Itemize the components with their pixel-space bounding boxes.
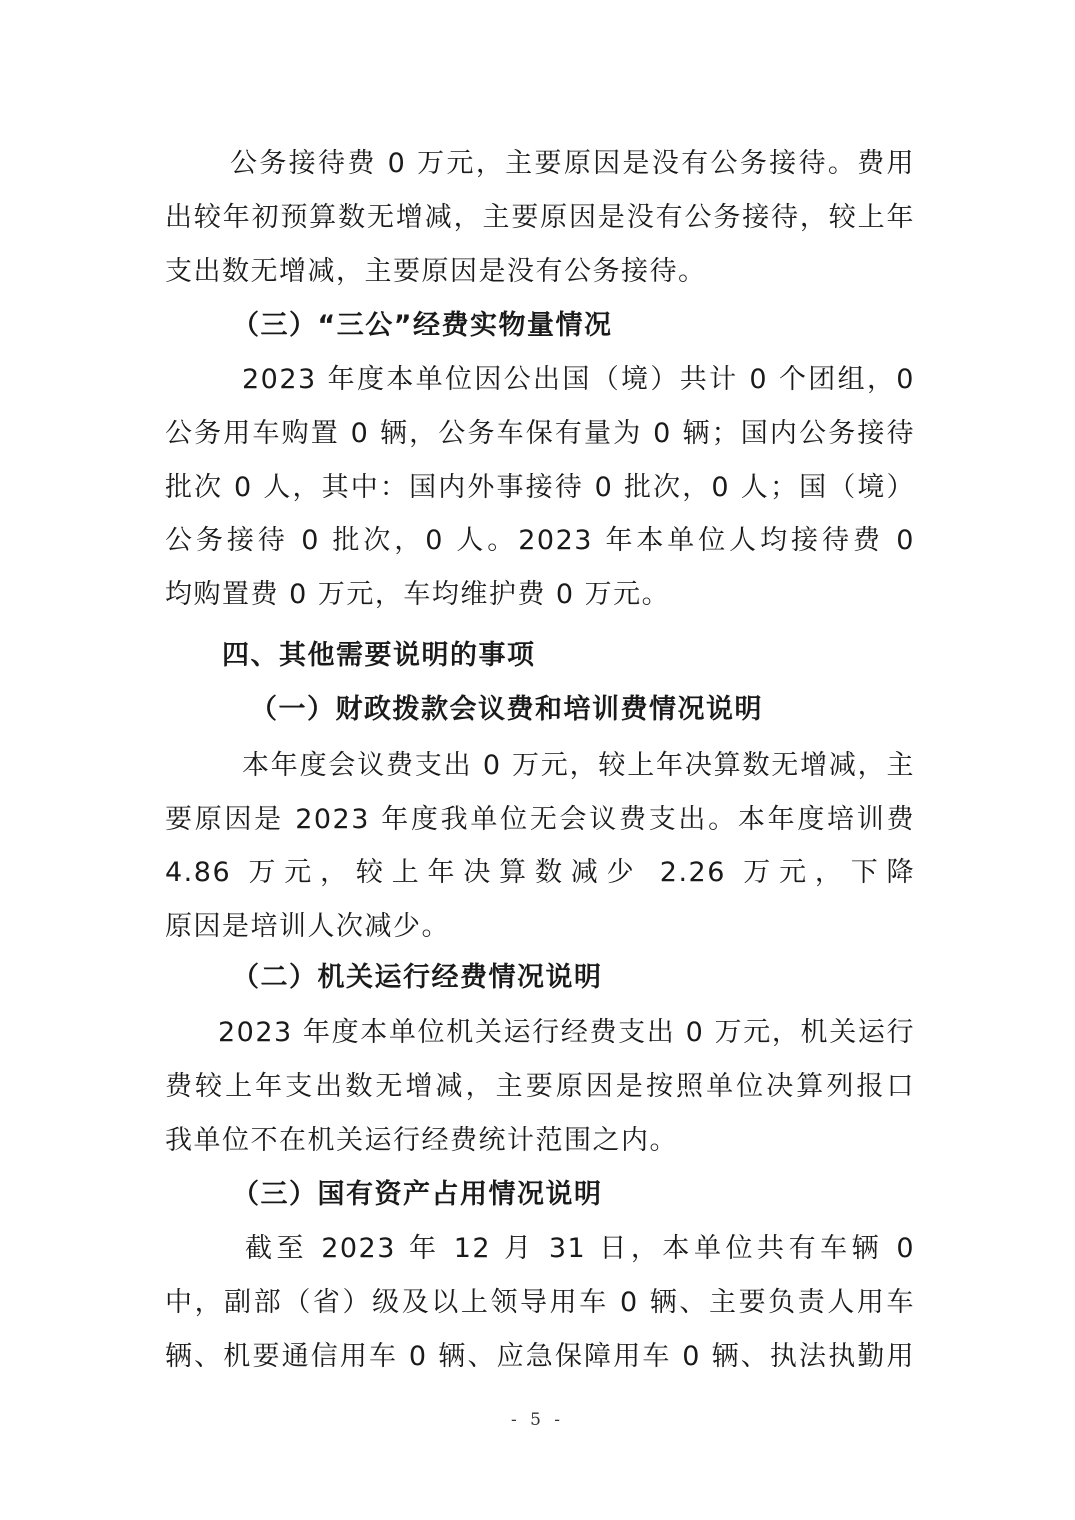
subsection-heading: （三）“三公”经费实物量情况	[232, 310, 613, 341]
paragraph-line: 2023 年度本单位因公出国（境）共计 0 个团组，0	[242, 364, 915, 395]
paragraph-line: 支出数无增减，主要原因是没有公务接待。	[165, 256, 707, 287]
paragraph-line: 均购置费 0 万元，车均维护费 0 万元。	[165, 579, 671, 610]
paragraph-line: 费较上年支出数无增减，主要原因是按照单位决算列报口	[165, 1071, 915, 1102]
paragraph-line: 本年度会议费支出 0 万元，较上年决算数无增减，主	[242, 750, 915, 781]
paragraph-line: 公务用车购置 0 辆，公务车保有量为 0 辆；国内公务接待	[165, 418, 915, 449]
subsection-heading: （二）机关运行经费情况说明	[232, 962, 603, 993]
paragraph-line: 4.86 万元，较上年决算数减少 2.26 万元，下降	[165, 857, 915, 888]
paragraph-line: 出较年初预算数无增减，主要原因是没有公务接待，较上年	[165, 202, 915, 233]
paragraph-line: 我单位不在机关运行经费统计范围之内。	[165, 1125, 678, 1156]
subsection-heading: （三）国有资产占用情况说明	[232, 1179, 603, 1210]
paragraph-line: 原因是培训人次减少。	[165, 911, 450, 942]
page-number: - 5 -	[510, 1410, 565, 1430]
paragraph-line: 公务接待 0 批次，0 人。2023 年本单位人均接待费 0	[165, 525, 915, 556]
paragraph-line: 辆、机要通信用车 0 辆、应急保障用车 0 辆、执法执勤用	[165, 1341, 915, 1372]
subsection-heading: （一）财政拨款会议费和培训费情况说明	[250, 694, 763, 725]
paragraph-line: 2023 年度本单位机关运行经费支出 0 万元，机关运行	[218, 1017, 915, 1048]
paragraph-line: 截至 2023 年 12 月 31 日，本单位共有车辆 0	[245, 1233, 915, 1264]
paragraph-line: 公务接待费 0 万元，主要原因是没有公务接待。费用	[230, 148, 915, 179]
section-heading: 四、其他需要说明的事项	[222, 640, 536, 671]
paragraph-line: 批次 0 人，其中：国内外事接待 0 批次，0 人；国（境）	[165, 472, 915, 503]
paragraph-line: 中，副部（省）级及以上领导用车 0 辆、主要负责人用车	[165, 1287, 915, 1318]
paragraph-line: 要原因是 2023 年度我单位无会议费支出。本年度培训费	[165, 804, 915, 835]
